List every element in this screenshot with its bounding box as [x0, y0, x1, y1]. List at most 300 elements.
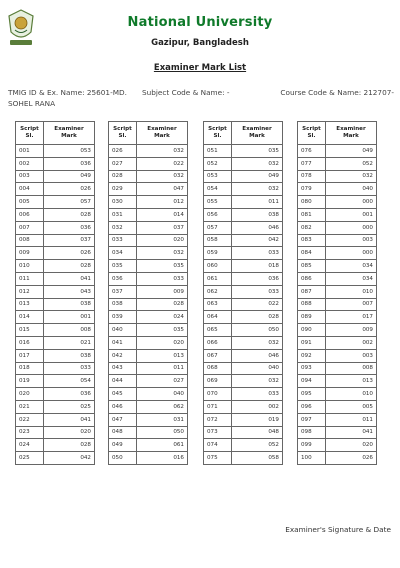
table-row: [109, 452, 188, 465]
table-row: [298, 298, 377, 311]
examiner-mark-cell: 033: [232, 285, 283, 298]
examiner-mark-cell: 035: [137, 260, 188, 273]
script-sl-cell: 039: [109, 311, 137, 324]
script-sl-cell: 081: [298, 208, 326, 221]
table-row: [298, 247, 377, 260]
mark-table-3: [203, 121, 283, 465]
examiner-mark-cell: 001: [326, 208, 377, 221]
script-sl-cell: 013: [16, 298, 44, 311]
table-row: [298, 170, 377, 183]
examiner-mark-cell: 046: [232, 349, 283, 362]
script-sl-cell: 079: [298, 183, 326, 196]
examiner-mark-cell: 032: [137, 170, 188, 183]
table-row: [16, 196, 95, 209]
table-row: [109, 183, 188, 196]
script-sl-cell: 015: [16, 324, 44, 337]
examiner-mark-cell: 020: [44, 426, 95, 439]
examiner-mark-cell: 000: [326, 221, 377, 234]
table-row: [16, 170, 95, 183]
script-sl-cell: 044: [109, 375, 137, 388]
script-sl-cell: 017: [16, 349, 44, 362]
examiner-mark-cell: 020: [326, 439, 377, 452]
script-sl-cell: 008: [16, 234, 44, 247]
table-header-row: [298, 122, 377, 145]
table-row: [16, 452, 95, 465]
script-sl-cell: 063: [204, 298, 232, 311]
table-row: [204, 221, 283, 234]
examiner-mark-cell: 040: [137, 388, 188, 401]
examiner-mark-cell: 032: [232, 336, 283, 349]
script-sl-cell: 014: [16, 311, 44, 324]
examiner-mark-cell: 027: [137, 375, 188, 388]
table-row: [16, 247, 95, 260]
script-sl-cell: 022: [16, 413, 44, 426]
examiner-mark-header: Examiner Mark: [44, 122, 95, 145]
tmig-id-label: TMIG ID & Ex. Name: 25601-MD.: [8, 88, 127, 97]
examiner-mark-cell: 041: [44, 272, 95, 285]
examiner-mark-cell: 032: [232, 375, 283, 388]
script-sl-cell: 080: [298, 196, 326, 209]
table-row: [204, 375, 283, 388]
table-row: [204, 426, 283, 439]
examiner-mark-cell: 053: [44, 145, 95, 158]
examiner-mark-cell: 010: [326, 285, 377, 298]
table-row: [204, 452, 283, 465]
script-sl-cell: 090: [298, 324, 326, 337]
script-sl-cell: 011: [16, 272, 44, 285]
script-sl-cell: 091: [298, 336, 326, 349]
table-row: [298, 260, 377, 273]
examiner-mark-cell: 033: [44, 362, 95, 375]
examiner-mark-cell: 038: [232, 208, 283, 221]
examiner-mark-cell: 041: [326, 426, 377, 439]
script-sl-cell: 070: [204, 388, 232, 401]
script-sl-header: Script Sl.: [204, 122, 232, 145]
table-row: [298, 400, 377, 413]
examiner-mark-cell: 035: [137, 324, 188, 337]
script-sl-cell: 050: [109, 452, 137, 465]
table-row: [16, 336, 95, 349]
table-row: [204, 413, 283, 426]
table-row: [204, 157, 283, 170]
script-sl-header: Script Sl.: [109, 122, 137, 145]
examiner-mark-cell: 026: [44, 247, 95, 260]
script-sl-cell: 088: [298, 298, 326, 311]
table-row: [16, 426, 95, 439]
script-sl-cell: 055: [204, 196, 232, 209]
table-row: [298, 183, 377, 196]
table-row: [298, 452, 377, 465]
script-sl-cell: 052: [204, 157, 232, 170]
examiner-mark-cell: 017: [326, 311, 377, 324]
table-row: [16, 183, 95, 196]
script-sl-cell: 012: [16, 285, 44, 298]
table-row: [16, 439, 95, 452]
examiner-mark-cell: 041: [44, 413, 95, 426]
script-sl-cell: 036: [109, 272, 137, 285]
examiner-mark-cell: 033: [232, 388, 283, 401]
examiner-mark-cell: 028: [137, 298, 188, 311]
script-sl-cell: 075: [204, 452, 232, 465]
subject-code-label: Subject Code & Name: -: [142, 88, 230, 97]
mark-table-4: [297, 121, 377, 465]
examiner-mark-cell: 043: [44, 285, 95, 298]
script-sl-cell: 006: [16, 208, 44, 221]
examiner-mark-cell: 035: [232, 145, 283, 158]
examiner-mark-cell: 020: [137, 234, 188, 247]
script-sl-cell: 072: [204, 413, 232, 426]
table-row: [109, 413, 188, 426]
examiner-mark-cell: 057: [44, 196, 95, 209]
script-sl-cell: 060: [204, 260, 232, 273]
table-row: [298, 324, 377, 337]
examiner-mark-cell: 024: [137, 311, 188, 324]
university-location: Gazipur, Bangladesh: [151, 38, 249, 48]
table-row: [298, 349, 377, 362]
examiner-mark-cell: 000: [326, 247, 377, 260]
script-sl-cell: 040: [109, 324, 137, 337]
script-sl-cell: 051: [204, 145, 232, 158]
table-row: [204, 272, 283, 285]
examiner-mark-cell: 002: [326, 336, 377, 349]
table-row: [204, 234, 283, 247]
examiner-mark-cell: 018: [232, 260, 283, 273]
table-row: [109, 260, 188, 273]
course-code-label: Course Code & Name: 212707-: [280, 88, 394, 97]
examiner-mark-cell: 003: [326, 234, 377, 247]
examiner-mark-cell: 013: [326, 375, 377, 388]
table-row: [298, 157, 377, 170]
table-row: [109, 298, 188, 311]
table-row: [109, 234, 188, 247]
script-sl-cell: 046: [109, 400, 137, 413]
script-sl-cell: 069: [204, 375, 232, 388]
script-sl-cell: 085: [298, 260, 326, 273]
script-sl-cell: 002: [16, 157, 44, 170]
script-sl-cell: 082: [298, 221, 326, 234]
table-row: [109, 221, 188, 234]
script-sl-cell: 031: [109, 208, 137, 221]
table-row: [204, 362, 283, 375]
examiner-mark-cell: 037: [44, 234, 95, 247]
examiner-mark-cell: 026: [44, 183, 95, 196]
table-row: [109, 247, 188, 260]
examiner-mark-cell: 028: [232, 311, 283, 324]
script-sl-cell: 098: [298, 426, 326, 439]
examiner-mark-cell: 010: [326, 388, 377, 401]
table-row: [16, 285, 95, 298]
table-row: [298, 221, 377, 234]
examiner-mark-cell: 022: [137, 157, 188, 170]
script-sl-cell: 067: [204, 349, 232, 362]
script-sl-cell: 095: [298, 388, 326, 401]
script-sl-cell: 054: [204, 183, 232, 196]
table-row: [298, 234, 377, 247]
examiner-mark-cell: 028: [44, 260, 95, 273]
script-sl-cell: 059: [204, 247, 232, 260]
table-row: [298, 145, 377, 158]
examiner-mark-cell: 003: [326, 349, 377, 362]
examiner-mark-header: Examiner Mark: [232, 122, 283, 145]
table-row: [109, 324, 188, 337]
examiner-mark-cell: 009: [137, 285, 188, 298]
table-row: [204, 400, 283, 413]
table-row: [109, 375, 188, 388]
examiner-mark-cell: 058: [232, 452, 283, 465]
table-row: [16, 324, 95, 337]
examiner-mark-cell: 034: [326, 272, 377, 285]
table-row: [204, 145, 283, 158]
examiner-mark-cell: 036: [44, 388, 95, 401]
table-row: [204, 311, 283, 324]
script-sl-cell: 084: [298, 247, 326, 260]
script-sl-cell: 035: [109, 260, 137, 273]
script-sl-cell: 097: [298, 413, 326, 426]
script-sl-cell: 077: [298, 157, 326, 170]
examiner-mark-cell: 036: [232, 272, 283, 285]
table-row: [109, 400, 188, 413]
examiner-mark-cell: 032: [232, 157, 283, 170]
table-row: [298, 336, 377, 349]
table-row: [298, 311, 377, 324]
script-sl-cell: 016: [16, 336, 44, 349]
script-sl-cell: 066: [204, 336, 232, 349]
examiner-mark-cell: 020: [137, 336, 188, 349]
table-row: [204, 298, 283, 311]
table-row: [16, 298, 95, 311]
script-sl-cell: 024: [16, 439, 44, 452]
examiner-mark-cell: 032: [232, 183, 283, 196]
script-sl-cell: 010: [16, 260, 44, 273]
table-row: [16, 272, 95, 285]
examiner-mark-cell: 021: [44, 336, 95, 349]
script-sl-cell: 028: [109, 170, 137, 183]
table-header-row: [109, 122, 188, 145]
table-row: [16, 362, 95, 375]
table-row: [298, 375, 377, 388]
script-sl-cell: 018: [16, 362, 44, 375]
examiner-mark-cell: 033: [232, 247, 283, 260]
table-row: [16, 145, 95, 158]
examiner-mark-cell: 036: [44, 157, 95, 170]
script-sl-cell: 053: [204, 170, 232, 183]
script-sl-cell: 056: [204, 208, 232, 221]
examiner-mark-cell: 013: [137, 349, 188, 362]
table-row: [16, 400, 95, 413]
examiner-mark-cell: 009: [326, 324, 377, 337]
examiner-signature-label: Examiner's Signature & Date: [285, 525, 391, 534]
script-sl-cell: 057: [204, 221, 232, 234]
examiner-mark-cell: 049: [326, 145, 377, 158]
table-row: [109, 208, 188, 221]
script-sl-cell: 073: [204, 426, 232, 439]
examiner-mark-cell: 022: [232, 298, 283, 311]
script-sl-cell: 042: [109, 349, 137, 362]
examiner-mark-cell: 052: [232, 439, 283, 452]
table-row: [109, 311, 188, 324]
script-sl-cell: 058: [204, 234, 232, 247]
script-sl-cell: 043: [109, 362, 137, 375]
table-header-row: [204, 122, 283, 145]
table-row: [109, 157, 188, 170]
examiner-mark-cell: 014: [137, 208, 188, 221]
examiner-mark-cell: 011: [232, 196, 283, 209]
script-sl-cell: 041: [109, 336, 137, 349]
table-row: [298, 413, 377, 426]
examiner-mark-cell: 026: [326, 452, 377, 465]
table-row: [16, 260, 95, 273]
examiner-mark-header: Examiner Mark: [137, 122, 188, 145]
script-sl-cell: 045: [109, 388, 137, 401]
examiner-name: SOHEL RANA: [8, 99, 56, 108]
table-row: [109, 196, 188, 209]
script-sl-cell: 019: [16, 375, 44, 388]
script-sl-cell: 062: [204, 285, 232, 298]
examiner-mark-cell: 002: [232, 400, 283, 413]
table-row: [16, 234, 95, 247]
examiner-mark-cell: 052: [326, 157, 377, 170]
examiner-mark-cell: 032: [326, 170, 377, 183]
examiner-mark-cell: 036: [44, 221, 95, 234]
table-row: [204, 285, 283, 298]
script-sl-cell: 074: [204, 439, 232, 452]
examiner-mark-cell: 028: [44, 439, 95, 452]
examiner-mark-cell: 046: [232, 221, 283, 234]
table-row: [16, 157, 95, 170]
table-row: [204, 388, 283, 401]
script-sl-cell: 094: [298, 375, 326, 388]
university-title: National University: [127, 15, 273, 30]
script-sl-cell: 049: [109, 439, 137, 452]
examiner-mark-cell: 050: [232, 324, 283, 337]
table-row: [16, 311, 95, 324]
script-sl-cell: 047: [109, 413, 137, 426]
examiner-mark-cell: 011: [137, 362, 188, 375]
script-sl-cell: 093: [298, 362, 326, 375]
script-sl-cell: 092: [298, 349, 326, 362]
script-sl-header: Script Sl.: [16, 122, 44, 145]
table-row: [204, 196, 283, 209]
script-sl-cell: 030: [109, 196, 137, 209]
table-row: [204, 439, 283, 452]
table-row: [204, 349, 283, 362]
script-sl-cell: 096: [298, 400, 326, 413]
table-row: [109, 388, 188, 401]
table-row: [204, 247, 283, 260]
script-sl-cell: 005: [16, 196, 44, 209]
examiner-mark-cell: 000: [326, 196, 377, 209]
examiner-mark-cell: 032: [137, 247, 188, 260]
table-row: [109, 145, 188, 158]
examiner-mark-cell: 037: [137, 221, 188, 234]
examiner-mark-cell: 034: [326, 260, 377, 273]
examiner-mark-cell: 042: [232, 234, 283, 247]
table-row: [298, 285, 377, 298]
table-row: [16, 375, 95, 388]
script-sl-cell: 048: [109, 426, 137, 439]
examiner-mark-cell: 007: [326, 298, 377, 311]
script-sl-cell: 065: [204, 324, 232, 337]
examiner-mark-cell: 011: [326, 413, 377, 426]
table-row: [204, 208, 283, 221]
table-row: [109, 336, 188, 349]
script-sl-cell: 038: [109, 298, 137, 311]
mark-table-2: [108, 121, 188, 465]
examiner-mark-cell: 054: [44, 375, 95, 388]
script-sl-cell: 099: [298, 439, 326, 452]
table-row: [204, 170, 283, 183]
script-sl-cell: 003: [16, 170, 44, 183]
examiner-mark-cell: 019: [232, 413, 283, 426]
mark-table-1: [15, 121, 95, 465]
table-row: [109, 272, 188, 285]
examiner-mark-cell: 005: [326, 400, 377, 413]
examiner-mark-cell: 016: [137, 452, 188, 465]
script-sl-cell: 025: [16, 452, 44, 465]
table-row: [16, 349, 95, 362]
examiner-mark-cell: 025: [44, 400, 95, 413]
script-sl-cell: 064: [204, 311, 232, 324]
script-sl-cell: 076: [298, 145, 326, 158]
examiner-mark-cell: 040: [326, 183, 377, 196]
script-sl-cell: 027: [109, 157, 137, 170]
table-row: [109, 426, 188, 439]
table-row: [204, 183, 283, 196]
document-title: Examiner Mark List: [153, 63, 247, 73]
table-header-row: [16, 122, 95, 145]
examiner-mark-cell: 031: [137, 413, 188, 426]
examiner-mark-cell: 008: [326, 362, 377, 375]
examiner-mark-cell: 047: [137, 183, 188, 196]
examiner-mark-cell: 049: [44, 170, 95, 183]
table-row: [109, 439, 188, 452]
examiner-mark-cell: 062: [137, 400, 188, 413]
table-row: [109, 170, 188, 183]
script-sl-cell: 037: [109, 285, 137, 298]
script-sl-cell: 086: [298, 272, 326, 285]
script-sl-cell: 026: [109, 145, 137, 158]
examiner-mark-cell: 001: [44, 311, 95, 324]
script-sl-cell: 007: [16, 221, 44, 234]
examiner-mark-cell: 033: [137, 272, 188, 285]
table-row: [298, 196, 377, 209]
script-sl-cell: 020: [16, 388, 44, 401]
examiner-mark-cell: 012: [137, 196, 188, 209]
examiner-mark-cell: 048: [232, 426, 283, 439]
examiner-mark-cell: 050: [137, 426, 188, 439]
examiner-mark-cell: 038: [44, 349, 95, 362]
examiner-mark-header: Examiner Mark: [326, 122, 377, 145]
table-row: [298, 208, 377, 221]
script-sl-header: Script Sl.: [298, 122, 326, 145]
examiner-mark-cell: 032: [137, 145, 188, 158]
table-row: [109, 285, 188, 298]
table-row: [298, 439, 377, 452]
table-row: [204, 336, 283, 349]
script-sl-cell: 021: [16, 400, 44, 413]
script-sl-cell: 071: [204, 400, 232, 413]
table-row: [298, 362, 377, 375]
table-row: [16, 221, 95, 234]
script-sl-cell: 032: [109, 221, 137, 234]
script-sl-cell: 029: [109, 183, 137, 196]
examiner-mark-cell: 040: [232, 362, 283, 375]
script-sl-cell: 061: [204, 272, 232, 285]
script-sl-cell: 001: [16, 145, 44, 158]
script-sl-cell: 083: [298, 234, 326, 247]
script-sl-cell: 089: [298, 311, 326, 324]
examiner-mark-cell: 038: [44, 298, 95, 311]
